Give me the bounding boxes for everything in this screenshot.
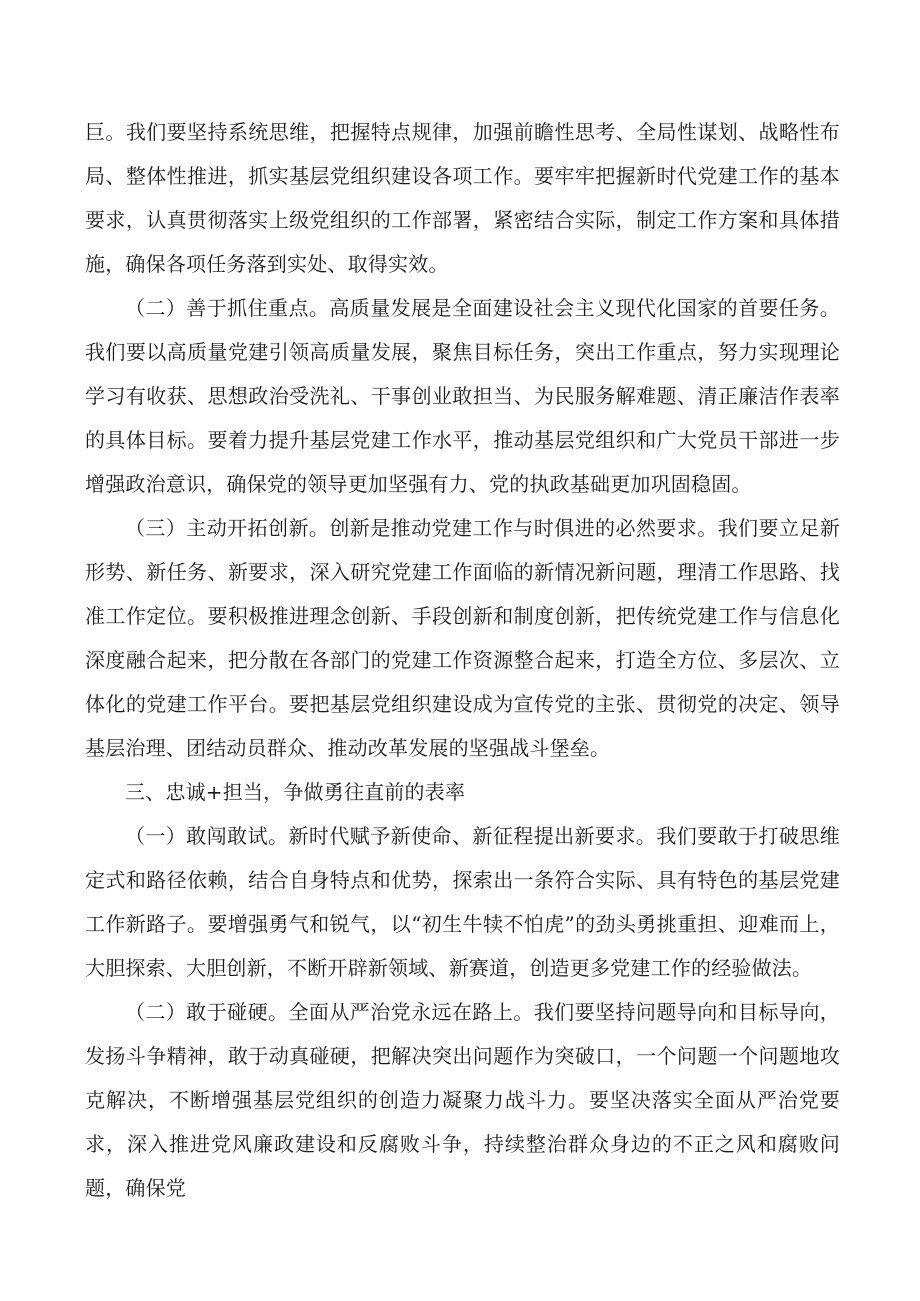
- paragraph-section-3-1: （一）敢闯敢试。新时代赋予新使命、新征程提出新要求。我们要敢于打破思维定式和路径依赖，结合自身特点和优势，探索出一条符合实际、具有特色的基层党建工作新路子。要增强勇气和锐气，以“初生牛犊不怕虎”的劲头勇挑重担、迎难而上，大胆探索、大胆创新，不断开辟新领域、新赛道，创造更多党建工作的经验做法。: [85, 824, 840, 980]
- paragraph-section-3-2: （二）敢于碰硬。全面从严治党永远在路上。我们要坚持问题导向和目标导向，发扬斗争精神，敢于动真碰硬，把解决突出问题作为突破口，一个问题一个问题地攻克解决，不断增强基层党组织的创造力凝聚力战斗力。要坚决落实全面从严治党要求，深入推进党风廉政建设和反腐败斗争，持续整治群众身边的不正之风和腐败问题，确保党: [85, 1000, 840, 1200]
- document-body: [85, 110, 840, 1210]
- paragraph-continuation: 巨。我们要坚持系统思维，把握特点规律，加强前瞻性思考、全局性谋划、战略性布局、整体性推进，抓实基层党组织建设各项工作。要牢牢把握新时代党建工作的基本要求，认真贯彻落实上级党组织的工作部署，紧密结合实际，制定工作方案和具体措施，确保各项任务落到实处、取得实效。: [85, 120, 840, 276]
- section-heading-3: 三、忠诚+担当，争做勇往直前的表率: [125, 780, 466, 804]
- paragraph-section-2-2: （二）善于抓住重点。高质量发展是全面建设社会主义现代化国家的首要任务。我们要以高质量党建引领高质量发展，聚焦目标任务，突出工作重点，努力实现理论学习有收获、思想政治受洗礼、干事创业敢担当、为民服务解难题、清正廉洁作表率的具体目标。要着力提升基层党建工作水平，推动基层党组织和广大党员干部进一步增强政治意识，确保党的领导更加坚强有力、党的执政基础更加巩固稳固。: [85, 296, 840, 496]
- paragraph-section-2-3: （三）主动开拓创新。创新是推动党建工作与时俱进的必然要求。我们要立足新形势、新任务、新要求，深入研究党建工作面临的新情况新问题，理清工作思路、找准工作定位。要积极推进理念创新、手段创新和制度创新，把传统党建工作与信息化深度融合起来，把分散在各部门的党建工作资源整合起来，打造全方位、多层次、立体化的党建工作平台。要把基层党组织建设成为宣传党的主张、贯彻党的决定、领导基层治理、团结动员群众、推动改革发展的坚强战斗堡垒。: [85, 516, 840, 760]
